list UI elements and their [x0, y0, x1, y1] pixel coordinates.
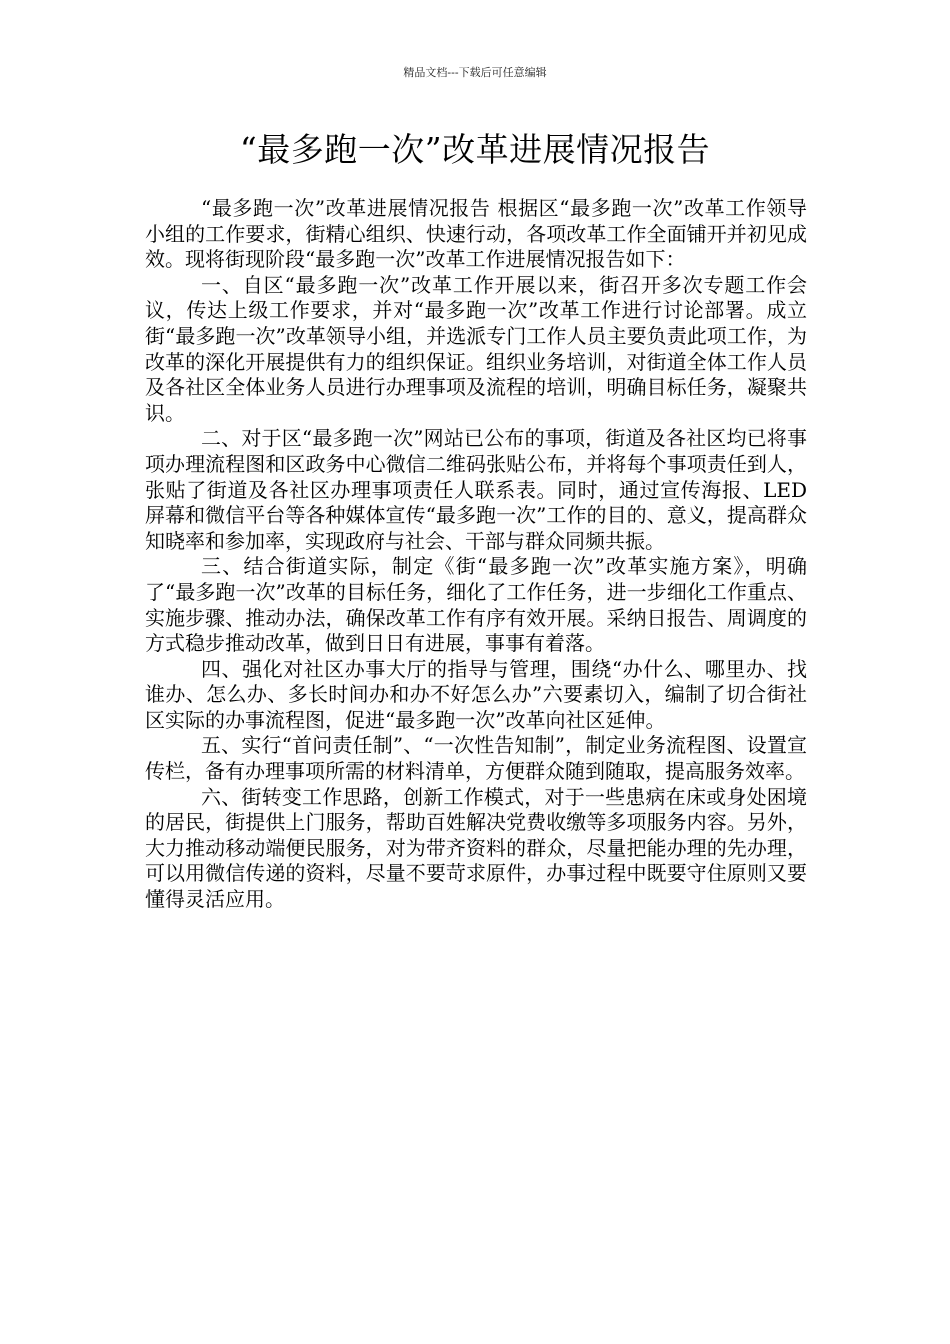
paragraph-6: 六、街转变工作思路，创新工作模式，对于一些患病在床或身处困境的居民，街提供上门服务，帮助百姓解决党费收缴等多项服务内容。另外，大力推动移动端便民服务，对为带齐资料的群众，尽量把能办理的先办理，可以用微信传递的资料，尽量不要苛求原件，办事过程中既要守住原则又要懂得灵活应用。 — [145, 784, 807, 912]
paragraph-intro: “最多跑一次”改革进展情况报告 根据区“最多跑一次”改革工作领导小组的工作要求，街精心组织、快速行动，各项改革工作全面铺开并初见成效。现将街现阶段“最多跑一次”改革工作进展情况报告如下： — [145, 196, 807, 272]
paragraph-5: 五、实行“首问责任制”、“一次性告知制”，制定业务流程图、设置宣传栏，备有办理事项所需的材料清单，方便群众随到随取，提高服务效率。 — [145, 733, 807, 784]
paragraph-4: 四、强化对社区办事大厅的指导与管理，围绕“办什么、哪里办、找谁办、怎么办、多长时间办和办不好怎么办”六要素切入，编制了切合街社区实际的办事流程图，促进“最多跑一次”改革向社区延伸。 — [145, 656, 807, 732]
paragraph-3: 三、结合街道实际，制定《街“最多跑一次”改革实施方案》，明确了“最多跑一次”改革的目标任务，细化了工作任务，进一步细化工作重点、实施步骤、推动办法，确保改革工作有序有效开展。采纳日报告、周调度的方式稳步推动改革，做到日日有进展，事事有着落。 — [145, 554, 807, 656]
paragraph-1: 一、自区“最多跑一次”改革工作开展以来，街召开多次专题工作会议，传达上级工作要求，并对“最多跑一次”改革工作进行讨论部署。成立街“最多跑一次”改革领导小组，并选派专门工作人员主要负责此项工作，为改革的深化开展提供有力的组织保证。组织业务培训，对街道全体工作人员及各社区全体业务人员进行办理事项及流程的培训，明确目标任务，凝聚共识。 — [145, 272, 807, 425]
document-body — [145, 196, 807, 913]
paragraph-2: 二、对于区“最多跑一次”网站已公布的事项，街道及各社区均已将事项办理流程图和区政务中心微信二维码张贴公布，并将每个事项责任到人，张贴了街道及各社区办理事项责任人联系表。同时，通过宣传海报、LED屏幕和微信平台等各种媒体宣传“最多跑一次”工作的目的、意义，提高群众知晓率和参加率，实现政府与社会、干部与群众同频共振。 — [145, 426, 807, 553]
header-note: 精品文档---下载后可任意编辑 — [403, 66, 547, 79]
document-title: “最多跑一次”改革进展情况报告 — [239, 130, 711, 169]
